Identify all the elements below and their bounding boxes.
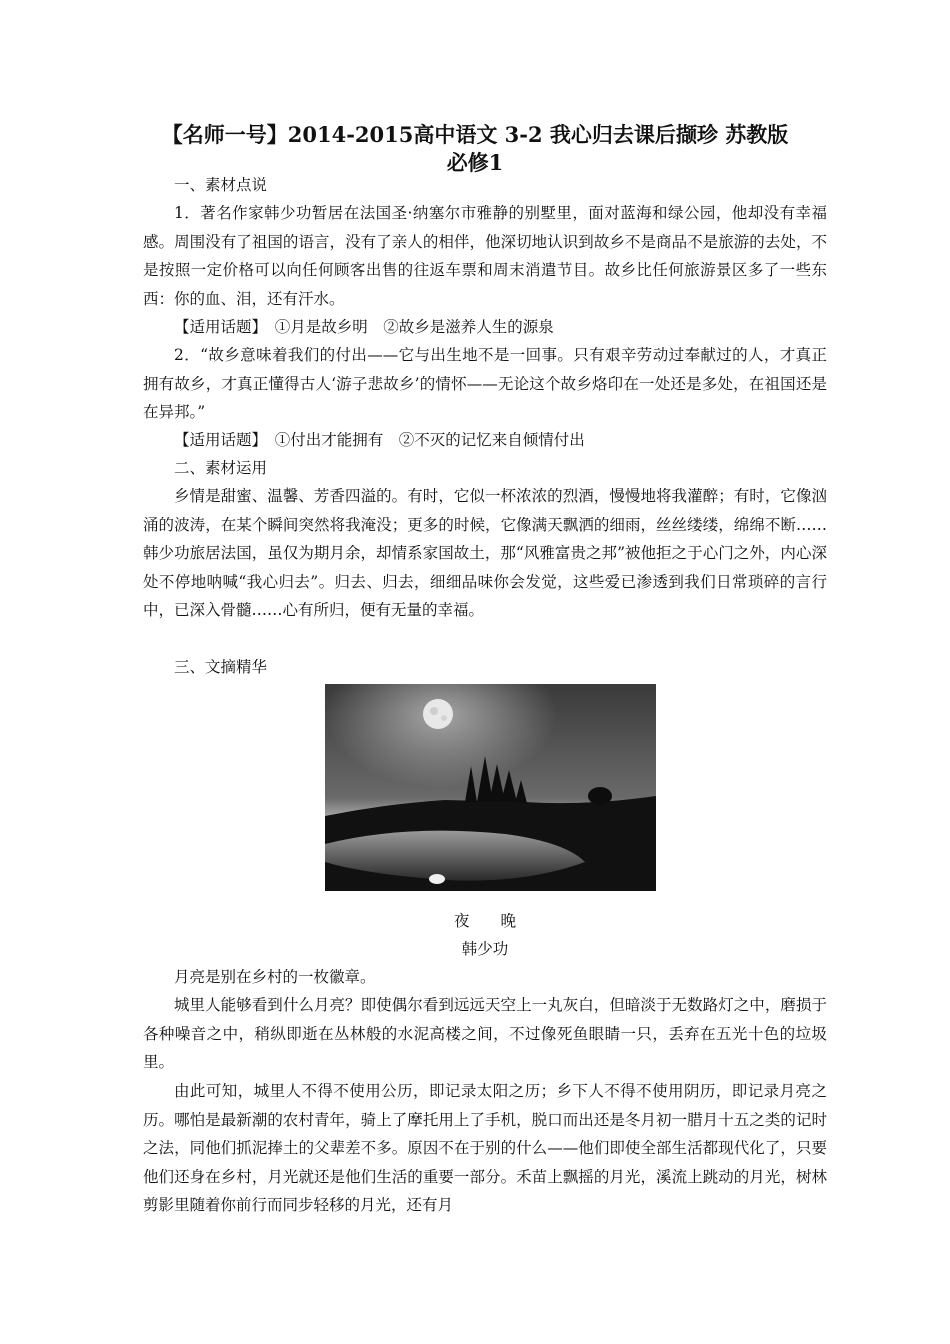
section1-paragraph-1: 1．著名作家韩少功暂居在法国圣·纳塞尔市雅静的别墅里，面对蓝海和绿公园，他却没有幸福感。周围没有了祖国的语言，没有了亲人的相伴，他深切地认识到故乡不是商品不是旅游的去处，不是按照一定价格可以向任何顾客出售的往返车票和周末消遣节目。故乡比任何旅游景区多了一些东西：你的血、泪，还有汗水。	[143, 204, 827, 308]
essay-author: 韩少功	[461, 940, 509, 958]
section2-paragraph-1: 乡情是甜蜜、温馨、芳香四溢的。有时，它似一杯浓浓的烈酒，慢慢地将我灌醉；有时，它像汹涌的波涛，在某个瞬间突然将我淹没；更多的时候，它像满天飘洒的细雨，丝丝缕缕，绵绵不断……韩少功旅居法国，虽仅为期月余，却情系家国故土，那“风雅富贵之邦”被他拒之于心门之外，内心深处不停地呐喊“我心归去”。归去、归去，细细品味你会发觉，这些爱已渗透到我们日常琐碎的言行中，已深入骨髓……心有所归，便有无量的幸福。	[143, 487, 827, 619]
section1-heading: 一、素材点说	[174, 176, 268, 194]
section1-topic-1: 【适用话题】 ①月是故乡明 ②故乡是滋养人生的源泉	[174, 318, 554, 336]
essay-paragraph-1: 月亮是别在乡村的一枚徽章。	[174, 968, 376, 986]
document-title-line1: 【名师一号】2014-2015高中语文 3-2 我心归去课后撷珍 苏教版	[161, 122, 789, 147]
essay-title: 夜 晚	[453, 912, 516, 930]
document-title-line2: 必修1	[446, 150, 504, 175]
essay-paragraph-2: 城里人能够看到什么月亮？即使偶尔看到远远天空上一丸灰白，但暗淡于无数路灯之中，磨损于各种噪音之中，稍纵即逝在丛林般的水泥高楼之间，不过像死鱼眼睛一只，丢弃在五光十色的垃圾里。	[143, 996, 827, 1071]
section1-topic-2: 【适用话题】 ①付出才能拥有 ②不灭的记忆来自倾情付出	[174, 431, 585, 449]
section2-heading: 二、素材运用	[174, 459, 268, 477]
section1-paragraph-2: 2．“故乡意味着我们的付出——它与出生地不是一回事。只有艰辛劳动过奉献过的人，才真正拥有故乡，才真正懂得古人‘游子悲故乡’的情怀——无论这个故乡烙印在一处还是多处，在祖国还是在异邦。”	[143, 346, 827, 421]
moonlit-night-photo	[325, 684, 656, 891]
section3-heading: 三、文摘精华	[174, 658, 268, 676]
essay-paragraph-3: 由此可知，城里人不得不使用公历，即记录太阳之历；乡下人不得不使用阴历，即记录月亮之历。哪怕是最新潮的农村青年，骑上了摩托用上了手机，脱口而出还是冬月初一腊月十五之类的记时之法，同他们抓泥捧土的父辈差不多。原因不在于别的什么——他们即使全部生活都现代化了，只要他们还身在乡村，月光就还是他们生活的重要一部分。禾苗上飘摇的月光，溪流上跳动的月光，树林剪影里随着你前行而同步轻移的月光，还有月	[143, 1082, 827, 1214]
